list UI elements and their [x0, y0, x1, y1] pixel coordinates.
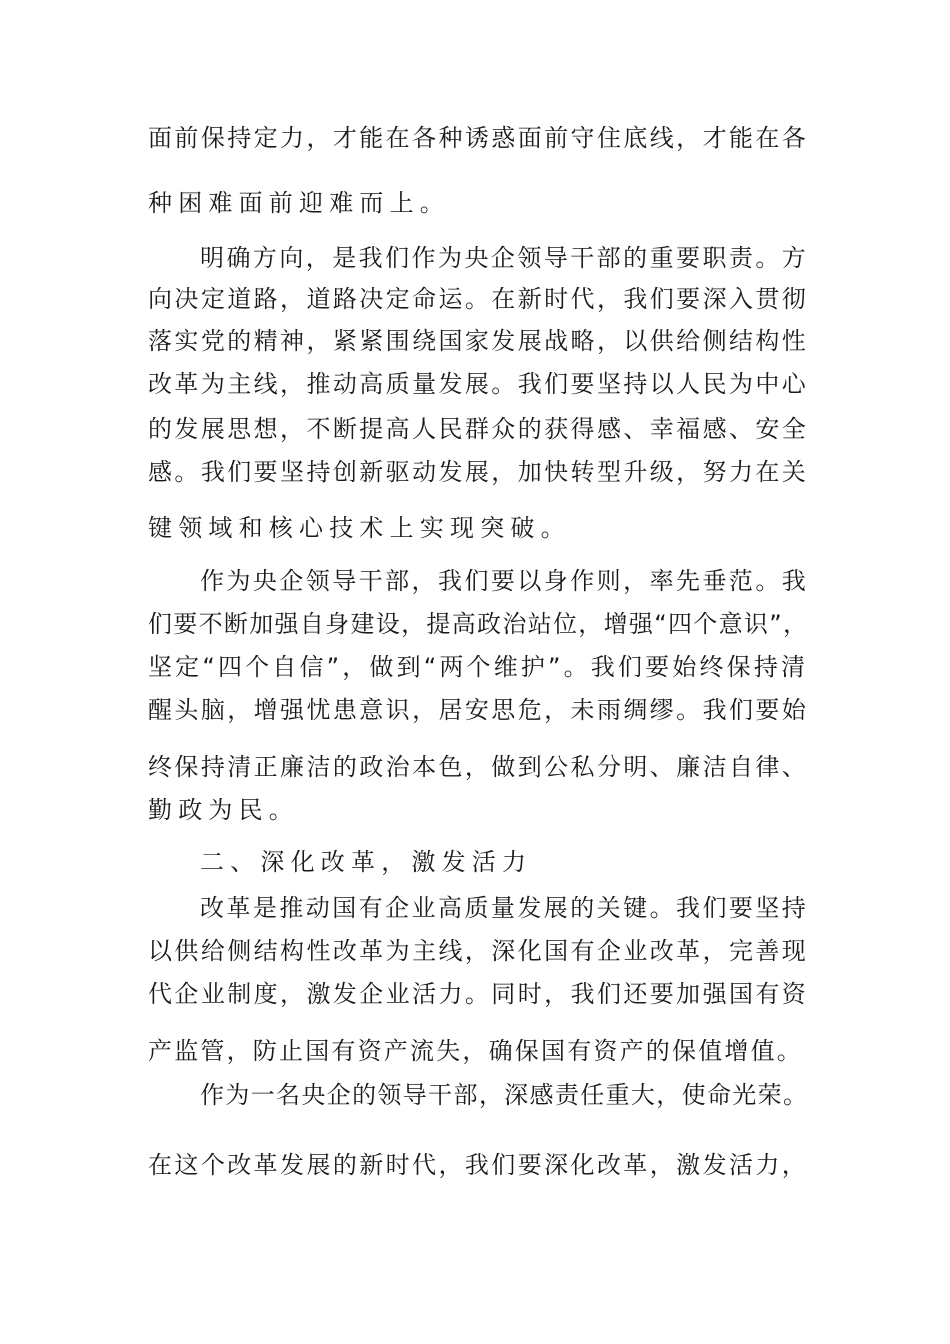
text-line: 醒头脑，增强忧患意识，居安思危，未雨绸缪。我们要始 — [148, 696, 808, 724]
text-line: 改革为主线，推动高质量发展。我们要坚持以人民为中心 — [148, 370, 808, 398]
text-line: 落实党的精神，紧紧围绕国家发展战略，以供给侧结构性 — [148, 327, 808, 355]
text-line: 以供给侧结构性改革为主线，深化国有企业改革，完善现 — [148, 937, 808, 965]
text-line: 明确方向，是我们作为央企领导干部的重要职责。方 — [200, 244, 808, 272]
text-line: 代企业制度，激发企业活力。同时，我们还要加强国有资 — [148, 980, 808, 1008]
text-line: 们要不断加强自身建设，提高政治站位，增强“四个意识”， — [148, 610, 808, 638]
text-line: 的发展思想，不断提高人民群众的获得感、幸福感、安全 — [148, 415, 808, 443]
text-line: 勤政为民。 — [148, 796, 299, 824]
text-line: 作为央企领导干部，我们要以身作则，率先垂范。我 — [200, 567, 808, 595]
text-line: 坚定“四个自信”，做到“两个维护”。我们要始终保持清 — [148, 653, 808, 681]
text-line: 感。我们要坚持创新驱动发展，加快转型升级，努力在关 — [148, 458, 808, 486]
section-heading: 二、深化改革，激发活力 — [200, 848, 533, 876]
text-line: 终保持清正廉洁的政治本色，做到公私分明、廉洁自律、 — [148, 753, 808, 781]
text-line: 向决定道路，道路决定命运。在新时代，我们要深入贯彻 — [148, 285, 808, 313]
text-line: 在这个改革发展的新时代，我们要深化改革，激发活力， — [148, 1151, 808, 1179]
text-line: 种困难面前迎难而上。 — [148, 189, 450, 217]
text-line: 改革是推动国有企业高质量发展的关键。我们要坚持 — [200, 894, 808, 922]
text-line: 面前保持定力，才能在各种诱惑面前守住底线，才能在各 — [148, 124, 808, 152]
text-line: 作为一名央企的领导干部，深感责任重大，使命光荣。 — [200, 1081, 808, 1109]
text-line: 产监管，防止国有资产流失，确保国有资产的保值增值。 — [148, 1037, 803, 1065]
text-line: 键领域和核心技术上实现突破。 — [148, 514, 571, 542]
